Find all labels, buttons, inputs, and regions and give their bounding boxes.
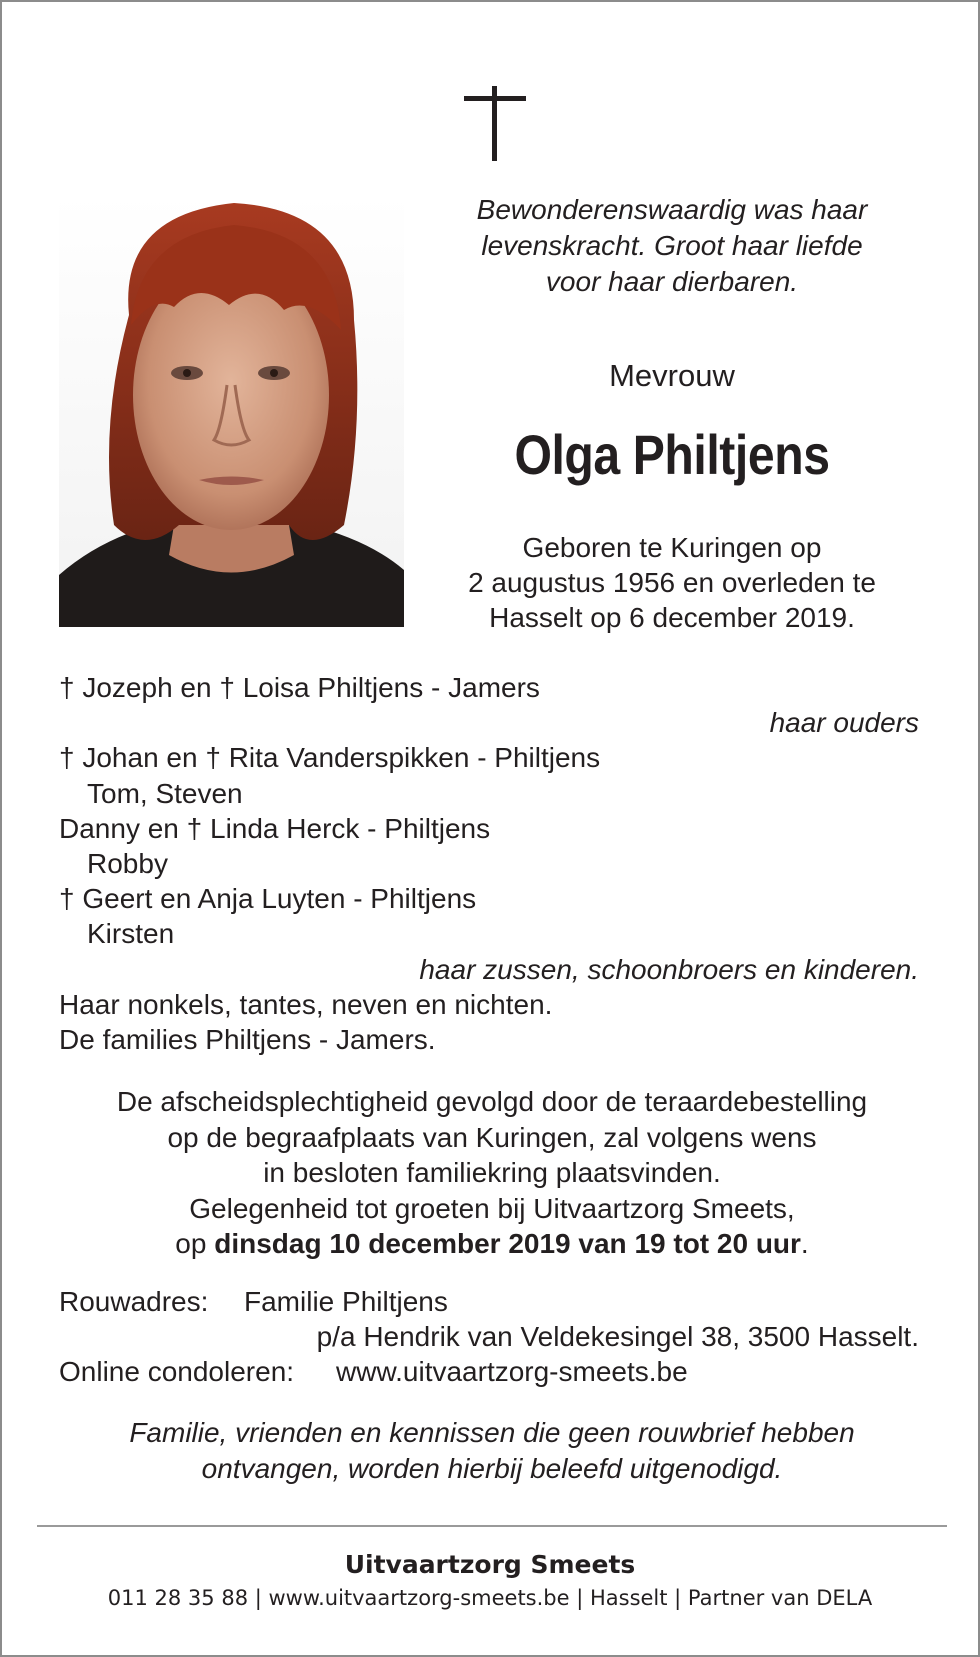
invitation bbox=[42, 1415, 942, 1486]
birth-line: 2 augustus 1956 en overleden te bbox=[468, 567, 876, 598]
family-member: De families Philtjens - Jamers. bbox=[59, 1023, 436, 1055]
family-member: Haar nonkels, tantes, neven en nichten. bbox=[59, 988, 553, 1020]
portrait-photo bbox=[59, 195, 404, 627]
motto-line: levenskracht. Groot haar liefde bbox=[481, 230, 863, 261]
address-line1: Familie Philtjens bbox=[244, 1286, 448, 1317]
ceremony-info bbox=[42, 1084, 942, 1262]
motto bbox=[422, 192, 922, 300]
ceremony-line: De afscheidsplechtigheid gevolgd door de teraardebestelling bbox=[116, 1086, 868, 1117]
funeral-home-name: Uitvaartzorg Smeets bbox=[344, 1550, 636, 1579]
ceremony-line: in besloten familiekring plaatsvinden. bbox=[263, 1157, 721, 1188]
family-member: Danny en † Linda Herck - Philtjens bbox=[59, 812, 491, 844]
funeral-home-contact: 011 28 35 88 | www.uitvaartzorg-smeets.be | Hasselt | Partner van DELA bbox=[107, 1586, 873, 1610]
address-block bbox=[59, 1284, 919, 1390]
family-role: haar zussen, schoonbroers en kinderen. bbox=[419, 953, 919, 985]
online-link[interactable]: www.uitvaartzorg-smeets.be bbox=[336, 1356, 688, 1388]
invitation-line: ontvangen, worden hierbij beleefd uitgenodigd. bbox=[201, 1452, 783, 1484]
birth-death-info bbox=[422, 530, 922, 635]
birth-line: Geboren te Kuringen op bbox=[522, 532, 822, 563]
family-member: † Johan en † Rita Vanderspikken - Philtjens bbox=[59, 742, 601, 774]
address-label: Rouwadres: bbox=[59, 1286, 209, 1317]
family-member: Robby bbox=[87, 847, 168, 879]
divider bbox=[37, 1525, 947, 1527]
invitation-line: Familie, vrienden en kennissen die geen rouwbrief hebben bbox=[129, 1417, 855, 1448]
ceremony-date: dinsdag 10 december 2019 van 19 tot 20 uur bbox=[214, 1228, 801, 1259]
family-member: † Geert en Anja Luyten - Philtjens bbox=[59, 883, 477, 915]
family-member: Tom, Steven bbox=[87, 777, 243, 809]
family-role: haar ouders bbox=[769, 707, 919, 739]
family-list bbox=[59, 670, 919, 1057]
ceremony-line: Gelegenheid tot groeten bij Uitvaartzorg Smeets, bbox=[189, 1192, 795, 1224]
cross-icon bbox=[464, 86, 526, 161]
online-label: Online condoleren: bbox=[59, 1356, 295, 1388]
honorific: Mevrouw bbox=[609, 358, 735, 393]
motto-line: voor haar dierbaren. bbox=[545, 266, 799, 297]
ceremony-line: op de begraafplaats van Kuringen, zal volgens wens bbox=[167, 1121, 817, 1153]
family-member: Kirsten bbox=[87, 918, 175, 950]
family-member: † Jozeph en † Loisa Philtjens - Jamers bbox=[59, 672, 540, 703]
deceased-name: Olga Philtjens bbox=[514, 423, 830, 486]
motto-line: Bewonderenswaardig was haar bbox=[476, 194, 868, 225]
ceremony-date-line: op dinsdag 10 december 2019 van 19 tot 20 uur. bbox=[175, 1228, 809, 1259]
birth-line: Hasselt op 6 december 2019. bbox=[489, 602, 855, 633]
address-line2: p/a Hendrik van Veldekesingel 38, 3500 Hasselt. bbox=[316, 1321, 919, 1353]
